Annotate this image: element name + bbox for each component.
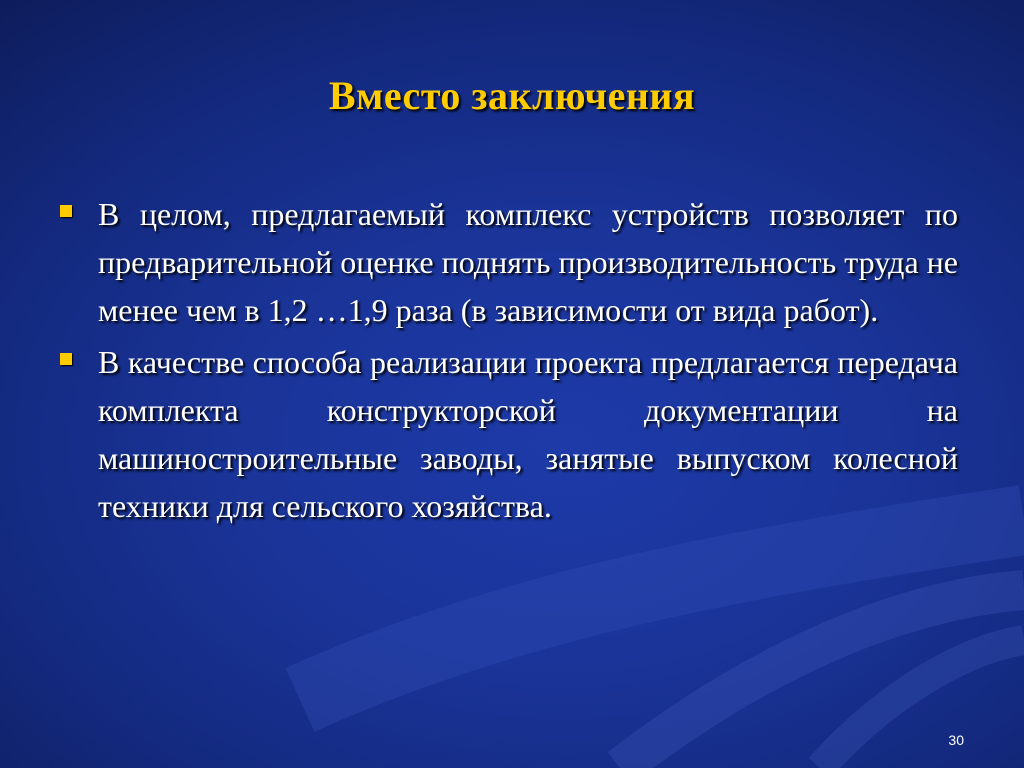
- square-bullet-icon: [60, 205, 72, 217]
- page-number: 30: [948, 732, 964, 748]
- bullet-text: В целом, предлагаемый комплекс устройств позволяет по предварительной оценке поднять производительность труда не менее чем в 1,2 …1,9 раза (в зависимости от вида работ).: [98, 196, 958, 328]
- slide-title: Вместо заключения: [328, 73, 696, 118]
- bullet-list: [60, 190, 958, 534]
- bullet-item: [60, 190, 958, 334]
- bullet-item: [60, 338, 958, 530]
- bullet-text: В качестве способа реализации проекта предлагается передача комплекта конструкторской документации на машиностроительные заводы, занятые выпуском колесной техники для сельского хозяйства.: [98, 344, 958, 524]
- square-bullet-icon: [60, 353, 72, 365]
